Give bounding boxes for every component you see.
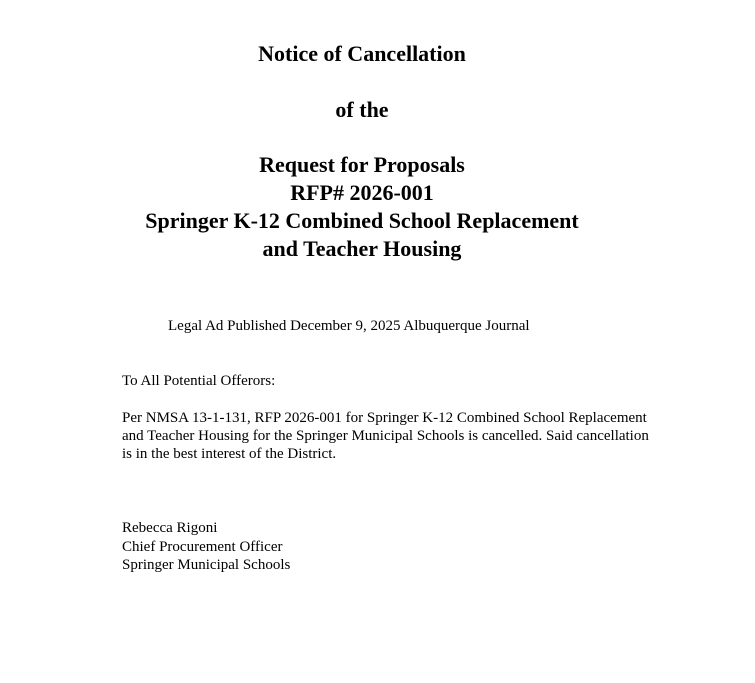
signer-title: Chief Procurement Officer [122,538,283,555]
paragraph-line: and Teacher Housing for the Springer Municipal Schools is cancelled. Said cancellation [122,428,649,444]
notice-subheading [0,96,724,124]
notice-title: Notice of Cancellation [258,41,466,66]
rfp-number: RFP# 2026-001 [290,180,434,205]
paragraph-line: is in the best interest of the District. [122,446,337,462]
signer-name: Rebecca Rigoni [122,520,218,536]
signer-organization: Springer Municipal Schools [122,557,291,573]
salutation: To All Potential Offerors: [122,373,276,389]
signature-block [122,519,290,575]
legal-ad-notice: Legal Ad Published December 9, 2025 Albuquerque Journal [168,318,530,334]
cancellation-paragraph [122,409,692,463]
notice-title-connector: of the [335,97,389,122]
rfp-title: Request for Proposals [259,152,465,177]
notice-heading [0,40,724,68]
paragraph-line: Per NMSA 13-1-131, RFP 2026-001 for Springer K-12 Combined School Replacement [122,410,647,426]
rfp-heading [0,151,724,263]
project-name-line1: Springer K-12 Combined School Replacement [145,208,579,233]
project-name-line2: and Teacher Housing [262,236,462,261]
